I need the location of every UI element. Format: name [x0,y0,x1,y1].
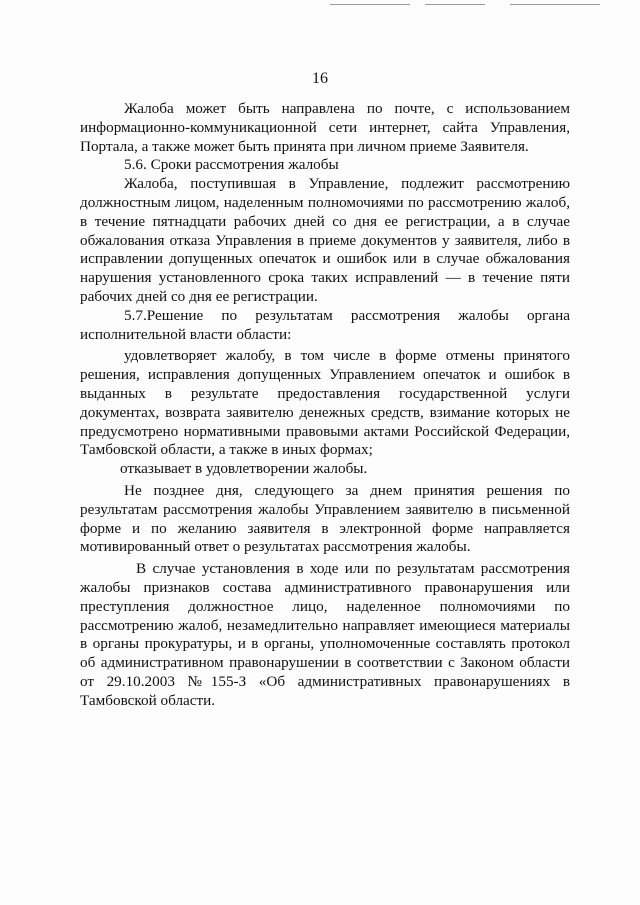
scan-edge-line [510,4,600,5]
scan-edge-line [330,4,410,5]
paragraph-complaint-submission: Жалоба может быть направлена по почте, с использованием информационно-коммуникационной сети интернет, сайта Управления, Портала, а также может быть принята при личном приеме Заявителя. [80,100,570,155]
paragraph-satisfy-complaint: удовлетворяет жалобу, в том числе в форме отмены принятого решения, исправления допущенных Управлением опечаток и ошибок в выданных в результате предоставления государственной услуги документах, возврата заявителю денежных средств, взимание которых не предусмотрено нормативными правовыми актами Российской Федерации, Тамбовской области, а также в иных формах; [80,347,570,459]
paragraph-refuse-complaint: отказывает в удовлетворении жалобы. [120,460,368,478]
section-heading-5-7: 5.7.Решение по результатам рассмотрения жалобы органа исполнительной власти области: [80,306,570,343]
section-heading-5-6: 5.6. Сроки рассмотрения жалобы [124,156,339,174]
document-body [80,100,570,711]
scan-edge-line [425,4,485,5]
paragraph-response-notice: Не позднее дня, следующего за днем принятия решения по результатам рассмотрения жалобы Управлением заявителю в письменной форме и по желанию заявителя в электронной форме направляется мотивированный ответ о результатах рассмотрения жалобы. [80,481,570,556]
paragraph-violation-referral: В случае установления в ходе или по результатам рассмотрения жалобы признаков состава административного правонарушения или преступления должностное лицо, наделенное полномочиями по рассмотрению жалоб, незамедлительно направляет имеющиеся материалы в органы прокуратуры, и в органы, уполномоченные составлять протокол об административном правонарушении в соответствии с Законом области от 29.10.2003 №155-З «Об административных правонарушениях в Тамбовской области. [80,560,570,709]
page-number: 16 [312,70,328,87]
paragraph-review-deadlines: Жалоба, поступившая в Управление, подлежит рассмотрению должностным лицом, наделенным полномочиями по рассмотрению жалоб, в течение пятнадцати рабочих дней со дня ее регистрации, а в случае обжалования отказа Управления в приеме документов у заявителя, либо в исправлении допущенных опечаток и ошибок или в случае обжалования нарушения установленного срока таких исправлений — в течение пяти рабочих дней со дня ее регистрации. [80,175,570,305]
